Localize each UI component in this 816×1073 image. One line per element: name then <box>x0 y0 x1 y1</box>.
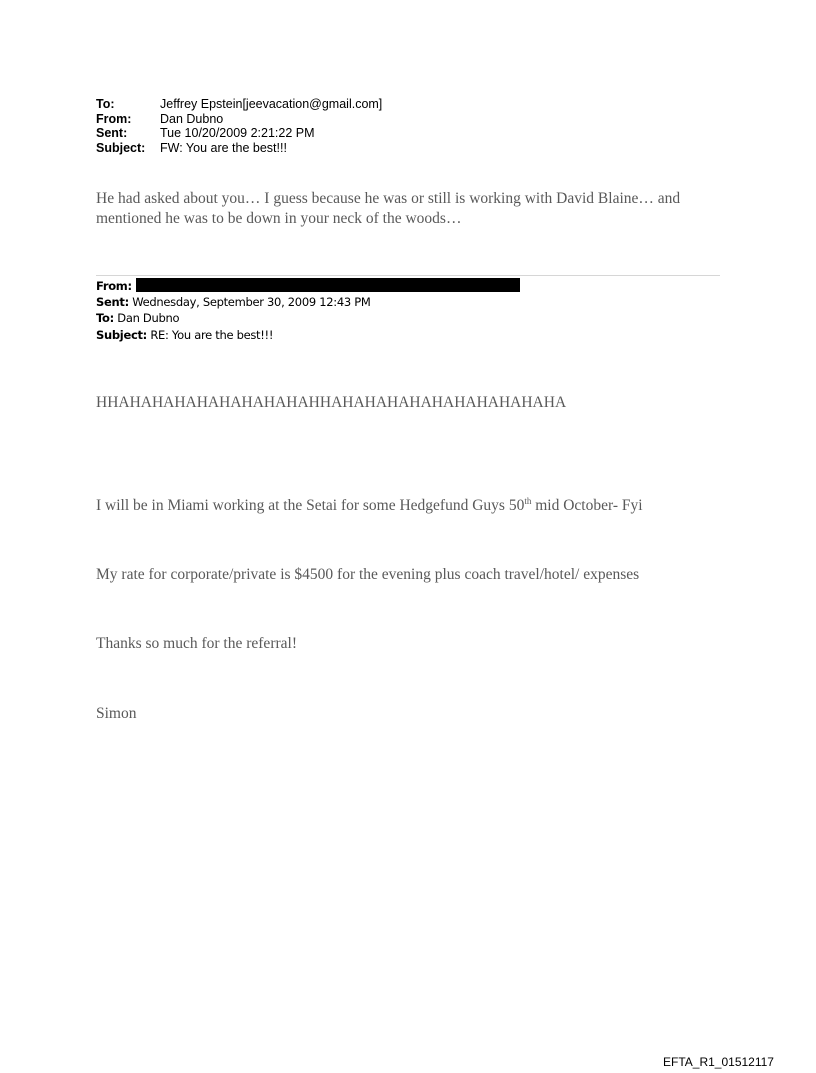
forward-divider <box>96 275 720 276</box>
subject-value: FW: You are the best!!! <box>160 140 287 155</box>
fwd-from-row <box>96 278 520 294</box>
miami-line <box>96 497 643 515</box>
rate-line: My rate for corporate/private is $4500 for the evening plus coach travel/hotel/ expenses <box>96 566 640 583</box>
fwd-subject-value: RE: You are the best!!! <box>150 327 274 342</box>
to-value: Jeffrey Epstein[jeevacation@gmail.com] <box>160 97 383 111</box>
fwd-subject-row <box>96 327 520 343</box>
fwd-sent-value: Wednesday, September 30, 2009 12:43 PM <box>132 295 371 310</box>
fwd-subject-label: Subject: <box>96 327 147 342</box>
from-row <box>96 112 382 127</box>
sent-row <box>96 126 382 141</box>
miami-text-after: mid October- Fyi <box>531 497 643 514</box>
document-id: EFTA_R1_01512117 <box>663 1055 774 1069</box>
redaction-bar <box>136 278 520 292</box>
sent-label: Sent: <box>96 126 128 140</box>
subject-label: Subject: <box>96 140 146 155</box>
intro-paragraph: He had asked about you… I guess because he was or still is working with David Blaine… and mentioned he was to be down in your neck of the woods… <box>96 190 681 227</box>
fwd-sent-row <box>96 294 520 310</box>
miami-superscript: th <box>524 496 532 506</box>
thanks-line: Thanks so much for the referral! <box>96 635 297 652</box>
fwd-sent-label: Sent: <box>96 295 129 310</box>
fwd-to-row <box>96 310 520 326</box>
to-label: To: <box>96 97 115 111</box>
to-row <box>96 97 382 112</box>
email-header <box>96 97 382 155</box>
fwd-to-label: To: <box>96 311 114 326</box>
subject-row <box>96 141 382 156</box>
from-value: Dan Dubno <box>160 111 224 126</box>
fwd-to-value: Dan Dubno <box>117 311 180 326</box>
sent-value: Tue 10/20/2009 2:21:22 PM <box>160 126 315 140</box>
forwarded-header <box>96 278 520 343</box>
miami-text-before: I will be in Miami working at the Setai for some Hedgefund Guys 50 <box>96 497 525 514</box>
fwd-from-label: From: <box>96 279 132 293</box>
from-label: From: <box>96 111 132 126</box>
laugh-line: HHAHAHAHAHAHAHAHAHAHHAHAHAHAHAHAHAHAHAHAHA <box>96 394 567 411</box>
signature: Simon <box>96 705 137 722</box>
